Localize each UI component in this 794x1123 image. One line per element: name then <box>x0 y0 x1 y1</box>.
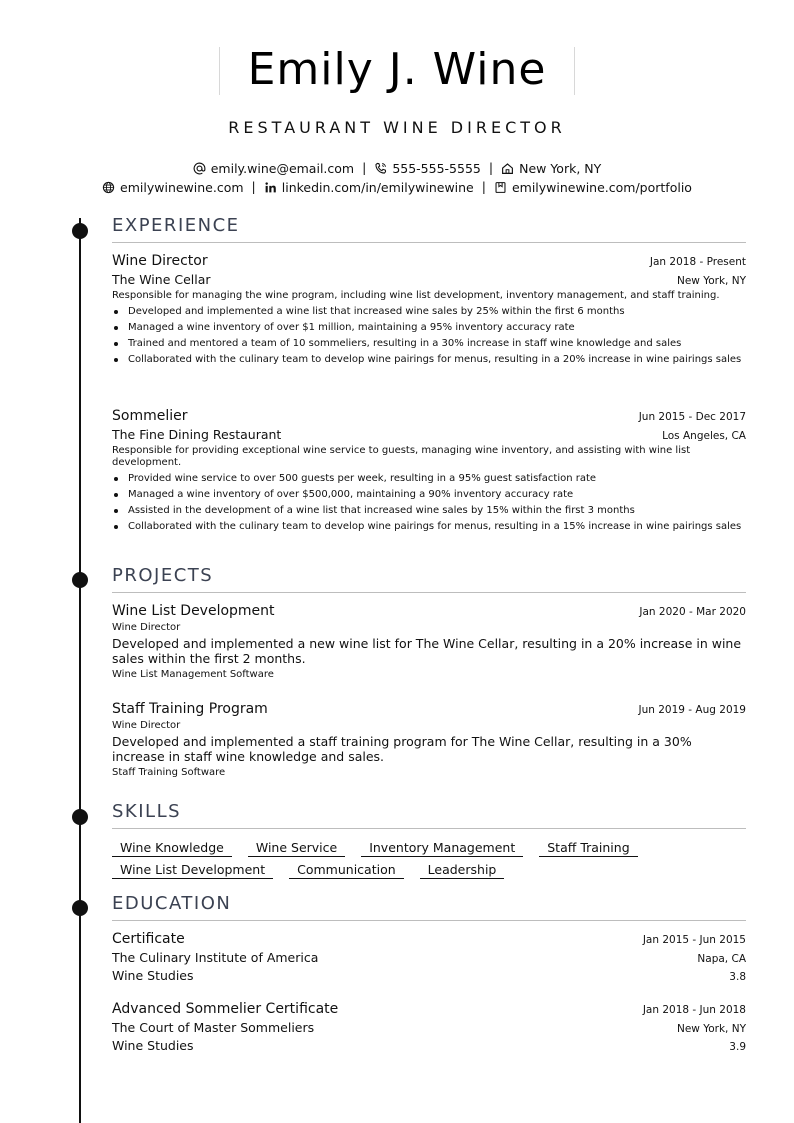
timeline-dot-skills <box>72 809 88 825</box>
skill-tag: Staff Training <box>539 840 637 857</box>
edu-institution: The Culinary Institute of America <box>112 950 319 965</box>
website-text: emilywinewine.com <box>120 180 244 195</box>
job-summary: Responsible for providing exceptional wine service to guests, managing wine inventory, and assisting with wine list development. <box>112 445 691 468</box>
contact-website[interactable] <box>102 180 244 195</box>
job-location: New York, NY <box>676 275 746 287</box>
phone-icon <box>374 162 387 175</box>
experience-entry <box>112 408 746 533</box>
section-heading-education: EDUCATION <box>112 893 746 921</box>
job-dates: Jun 2015 - Dec 2017 <box>638 411 746 423</box>
name-block <box>219 44 575 95</box>
list-item: Collaborated with the culinary team to develop wine pairings for menus, resulting in a 20% increase in wine pairings sales <box>112 354 746 366</box>
candidate-name: Emily J. Wine <box>247 44 547 95</box>
skill-tag: Communication <box>289 862 404 879</box>
edu-field: Wine Studies <box>112 968 194 983</box>
skill-tag: Wine Knowledge <box>112 840 232 857</box>
section-heading-experience: EXPERIENCE <box>112 215 746 243</box>
list-item: Provided wine service to over 500 guests per week, resulting in a 95% guest satisfaction rate <box>112 473 746 485</box>
job-dates: Jan 2018 - Present <box>649 256 746 268</box>
project-description: Developed and implemented a new wine list for The Wine Cellar, resulting in a 20% increase in wine sales within the first 2 months. <box>112 636 742 666</box>
section-heading-projects: PROJECTS <box>112 565 746 593</box>
contact-location <box>501 161 601 176</box>
list-item: Trained and mentored a team of 10 sommeliers, resulting in a 30% increase in staff wine knowledge and sales <box>112 338 746 350</box>
portfolio-text: emilywinewine.com/portfolio <box>511 180 692 195</box>
project-name: Staff Training Program <box>112 701 268 717</box>
job-location: Los Angeles, CA <box>662 430 746 442</box>
edu-gpa: 3.8 <box>729 971 746 983</box>
skill-tag: Wine List Development <box>112 862 273 879</box>
edu-location: New York, NY <box>676 1023 746 1035</box>
linkedin-text: linkedin.com/in/emilywinewine <box>281 180 474 195</box>
timeline-dot-education <box>72 900 88 916</box>
separator: | <box>488 160 494 175</box>
job-company: The Fine Dining Restaurant <box>112 427 282 442</box>
job-bullets <box>112 473 746 533</box>
list-item: Developed and implemented a wine list that increased wine sales by 25% within the first 6 months <box>112 306 746 318</box>
project-dates: Jan 2020 - Mar 2020 <box>639 606 746 618</box>
location-text: New York, NY <box>519 161 602 176</box>
separator: | <box>362 160 367 175</box>
contact-row-secondary <box>0 179 794 195</box>
edu-gpa: 3.9 <box>729 1041 746 1053</box>
job-role: Wine Director <box>112 253 208 269</box>
phone-text: 555-555-5555 <box>392 161 481 176</box>
contact-portfolio[interactable] <box>494 180 692 195</box>
separator: | <box>481 179 486 194</box>
contact-email[interactable] <box>193 161 354 176</box>
contact-row-primary <box>0 160 794 176</box>
job-bullets <box>112 306 746 366</box>
job-title: RESTAURANT WINE DIRECTOR <box>228 118 566 137</box>
project-entry <box>112 603 746 680</box>
timeline-line <box>79 218 81 1123</box>
project-description: Developed and implemented a staff training program for The Wine Cellar, resulting in a 30% increase in staff wine knowledge and sales. <box>112 734 692 764</box>
skill-tag: Inventory Management <box>361 840 523 857</box>
project-tools: Staff Training Software <box>112 767 226 778</box>
job-summary: Responsible for managing the wine program, including wine list development, inventory management, and staff training. <box>112 290 720 301</box>
skill-tag: Wine Service <box>248 840 345 857</box>
list-item: Managed a wine inventory of over $500,000, maintaining a 90% inventory accuracy rate <box>112 489 746 501</box>
edu-dates: Jan 2015 - Jun 2015 <box>642 934 746 946</box>
skill-tag: Leadership <box>420 862 505 879</box>
separator: | <box>251 179 256 194</box>
project-dates: Jun 2019 - Aug 2019 <box>638 704 746 716</box>
edu-degree: Certificate <box>112 931 185 947</box>
skills-list <box>112 840 746 884</box>
linkedin-icon <box>264 181 277 194</box>
edu-location: Napa, CA <box>697 953 746 965</box>
list-item: Collaborated with the culinary team to develop wine pairings for menus, resulting in a 15% increase in wine pairings sales <box>112 521 746 533</box>
project-role: Wine Director <box>112 622 181 633</box>
home-icon <box>501 162 514 175</box>
project-name: Wine List Development <box>112 603 275 619</box>
education-entry <box>112 931 746 983</box>
project-role: Wine Director <box>112 720 181 731</box>
contact-linkedin[interactable] <box>264 180 474 195</box>
experience-entry <box>112 253 746 366</box>
education-entry <box>112 1001 746 1053</box>
at-icon <box>193 162 206 175</box>
portfolio-icon <box>494 181 507 194</box>
list-item: Assisted in the development of a wine list that increased wine sales by 15% within the first 3 months <box>112 505 746 517</box>
list-item: Managed a wine inventory of over $1 million, maintaining a 95% inventory accuracy rate <box>112 322 746 334</box>
contact-phone[interactable] <box>374 161 481 176</box>
timeline-dot-experience <box>72 223 88 239</box>
edu-dates: Jan 2018 - Jun 2018 <box>642 1004 746 1016</box>
email-text: emily.wine@email.com <box>210 161 355 176</box>
timeline-dot-projects <box>72 572 88 588</box>
job-role: Sommelier <box>112 408 188 424</box>
edu-field: Wine Studies <box>112 1038 194 1053</box>
project-tools: Wine List Management Software <box>112 669 274 680</box>
project-entry <box>112 701 746 778</box>
globe-icon <box>102 181 115 194</box>
section-heading-skills: SKILLS <box>112 801 746 829</box>
edu-institution: The Court of Master Sommeliers <box>112 1020 315 1035</box>
job-company: The Wine Cellar <box>112 272 211 287</box>
edu-degree: Advanced Sommelier Certificate <box>112 1001 339 1017</box>
